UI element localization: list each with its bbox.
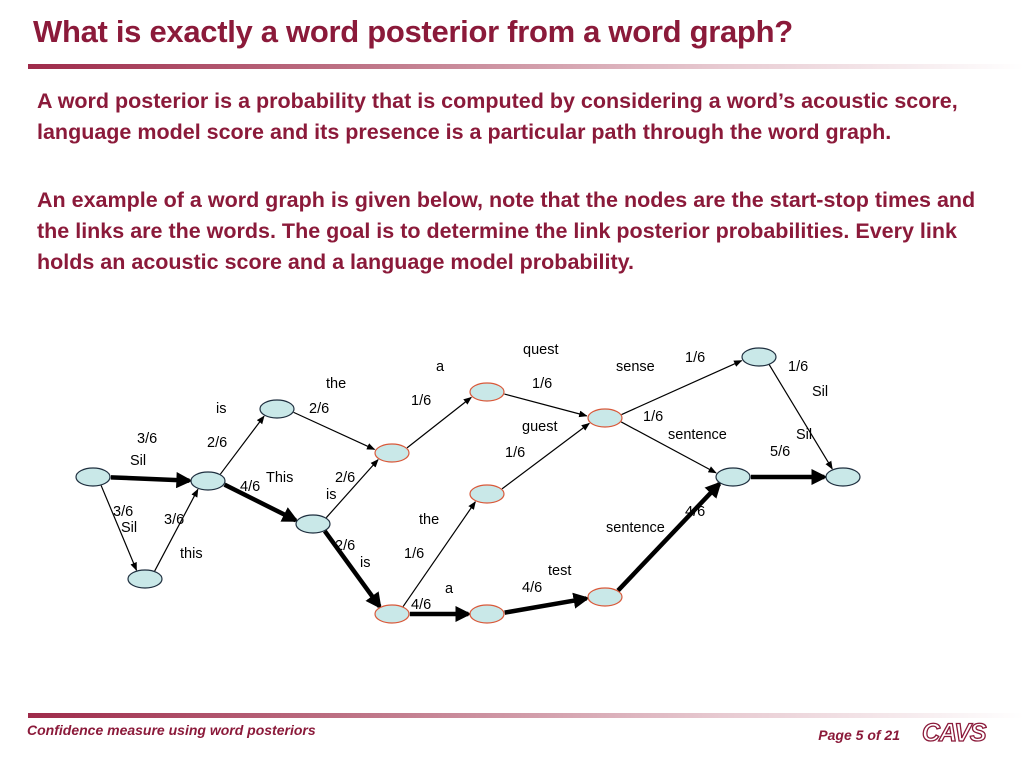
- graph-node-n4: [296, 515, 330, 533]
- slide-title: What is exactly a word posterior from a word graph?: [33, 14, 793, 49]
- edge-label-the-top-prob: 2/6: [309, 401, 330, 417]
- edge-label-sil-mid: Sil: [796, 427, 813, 443]
- edge-n9-n11: [505, 598, 587, 612]
- edge-label-the-top: the: [326, 376, 347, 392]
- edge-n11-n13: [618, 484, 719, 591]
- edge-label-sentence-bottom: sentence: [606, 520, 665, 536]
- graph-node-n12: [742, 348, 776, 366]
- graph-node-n14: [826, 468, 860, 486]
- edge-n0-n1: [111, 477, 189, 480]
- edge-label-sil-mid-prob: 5/6: [770, 444, 791, 460]
- edge-n3-n5: [294, 412, 375, 449]
- graph-node-n8: [470, 485, 504, 503]
- edge-label-the-bottom: the: [419, 512, 440, 528]
- edge-label-sil-top-prob: 1/6: [788, 359, 809, 375]
- edge-label-a-top: a: [436, 359, 445, 375]
- edge-label-sil-top: Sil: [812, 384, 829, 400]
- footer-title: Confidence measure using word posteriors: [27, 722, 316, 738]
- edge-label-test-prob: 4/6: [522, 580, 543, 596]
- paragraph-definition: A word posterior is a probability that is computed by considering a word’s acoustic score, language model score and its presence is a particular path through the word graph.: [37, 89, 958, 144]
- paragraph-example: An example of a word graph is given below, note that the nodes are the start-stop times and the links are the words. The goal is to determine the link posterior probabilities. Every link holds an acoustic score and a language model probability.: [37, 188, 976, 274]
- edge-label-guest: guest: [522, 419, 558, 435]
- edge-label-sil-lower-prob: 3/6: [113, 504, 134, 520]
- edge-label-is-bottom-prob: 2/6: [335, 538, 356, 554]
- edge-label-is-mid-prob: 2/6: [335, 470, 356, 486]
- edge-label-this-upper-prob: 4/6: [240, 479, 261, 495]
- footer-divider: [28, 713, 1024, 718]
- edge-label-quest-prob: 1/6: [532, 376, 553, 392]
- graph-node-n1: [191, 472, 225, 490]
- edge-label-is-top: is: [216, 401, 227, 417]
- edge-label-this-lower: this: [180, 546, 203, 562]
- edge-label-sil-start-prob: 3/6: [137, 431, 158, 447]
- edge-label-guest-prob: 1/6: [505, 445, 526, 461]
- graph-node-n5: [375, 444, 409, 462]
- edge-label-sense: sense: [616, 359, 655, 375]
- edge-label-a-top-prob: 1/6: [411, 393, 432, 409]
- graph-node-n10: [588, 409, 622, 427]
- edge-label-the-bottom-prob: 1/6: [404, 546, 425, 562]
- graph-node-n7: [375, 605, 409, 623]
- graph-node-n13: [716, 468, 750, 486]
- edge-label-sentence-top: sentence: [668, 427, 727, 443]
- edge-label-sil-lower: Sil: [121, 520, 138, 536]
- edge-label-sil-start: Sil: [130, 453, 147, 469]
- graph-node-n0: [76, 468, 110, 486]
- edge-label-quest: quest: [523, 342, 559, 358]
- graph-node-n2: [128, 570, 162, 588]
- edge-label-test: test: [548, 563, 572, 579]
- graph-node-n6: [470, 383, 504, 401]
- page-number: Page 5 of 21: [818, 727, 900, 743]
- graph-node-n3: [260, 400, 294, 418]
- edge-label-a-bottom: a: [445, 581, 454, 597]
- edge-label-this-upper: This: [266, 470, 294, 486]
- edge-label-is-top-prob: 2/6: [207, 435, 228, 451]
- edge-label-a-bottom-prob: 4/6: [411, 597, 432, 613]
- edge-label-sentence-top-prob: 1/6: [643, 409, 664, 425]
- graph-node-n11: [588, 588, 622, 606]
- edge-n6-n10: [504, 394, 586, 416]
- graph-node-n9: [470, 605, 504, 623]
- cavs-logo: CAVS: [922, 719, 986, 747]
- edge-label-sense-prob: 1/6: [685, 350, 706, 366]
- edge-label-sentence-bottom-prob: 4/6: [685, 504, 706, 520]
- edge-label-this-lower-prob: 3/6: [164, 512, 185, 528]
- edge-label-is-mid: is: [326, 487, 337, 503]
- edge-label-is-bottom: is: [360, 555, 371, 571]
- graph-nodes: [76, 348, 860, 623]
